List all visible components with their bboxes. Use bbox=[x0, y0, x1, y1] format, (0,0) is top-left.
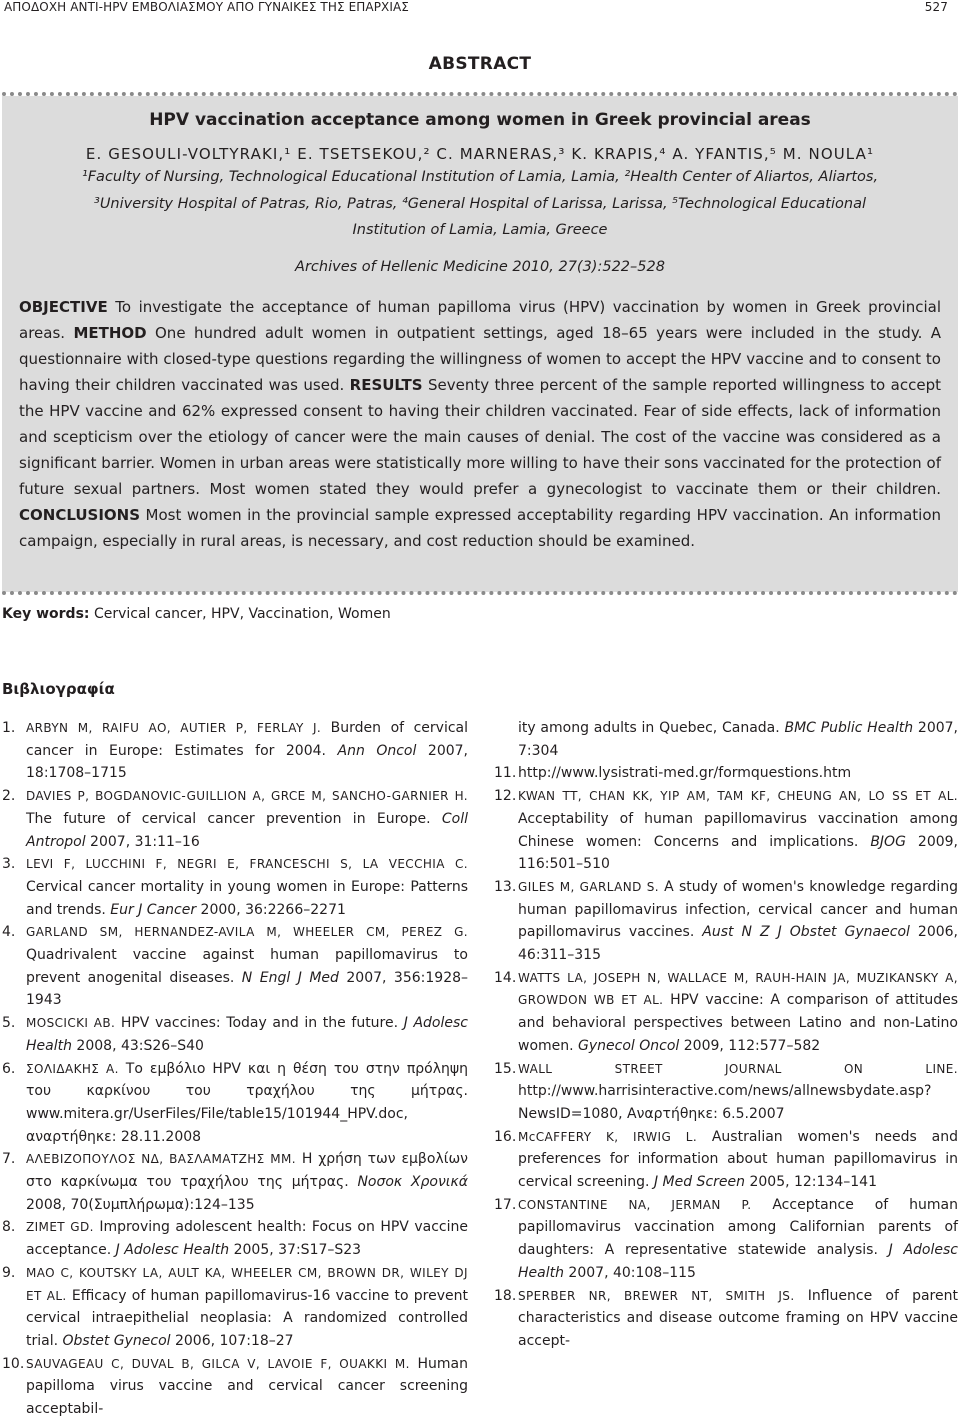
reference-details: 2006, 107:18–27 bbox=[170, 1332, 294, 1349]
reference-item bbox=[494, 1194, 958, 1285]
reference-item bbox=[2, 717, 468, 785]
results-text: Seventy three percent of the sample reported willingness to accept the HPV vaccine and 62% expressed consent to having their children vaccinated. Fear of side effects, lack of information and scepticism over the etiology of cancer were the main causes of denial. The cost of the vaccine was considered as a significant barrier. Women in urban areas were statistically more willing to have their sons vaccinated for the protection of future sexual partners. Most women stated they would prefer a gynecologist to vaccinate them or their children. bbox=[19, 376, 941, 498]
reference-journal: Aust N Z J Obstet Gynaecol bbox=[702, 924, 910, 941]
reference-title: A study of women's knowledge regarding human papillomavirus infection, cervical cancer and human papillomavirus vaccines. bbox=[518, 878, 958, 941]
bottom-dotted-rule bbox=[2, 591, 958, 595]
reference-title: Acceptance of human papillomavirus vaccination among Californian parents of daughters: A representative statewide analysis. bbox=[518, 1196, 958, 1259]
reference-authors: ARBYN M, RAIFU AO, AUTIER P, FERLAY J. bbox=[26, 721, 322, 735]
reference-number: 16. bbox=[494, 1128, 517, 1145]
reference-item bbox=[494, 967, 958, 1058]
reference-title: http://www.harrisinteractive.com/news/allnewsbydate.asp?NewsID=1080, Αναρτήθηκε: 6.5.2007 bbox=[518, 1083, 932, 1122]
reference-title: ity among adults in Quebec, Canada. bbox=[518, 720, 785, 736]
method-text: One hundred adult women in outpatient settings, aged 18–65 years were included in the study. A questionnaire with closed-type questions regarding the willingness of women to accept the HPV vaccine and to consent to having their children vaccinated was used. bbox=[19, 324, 941, 394]
reference-authors: DAVIES P, BOGDANOVIC-GUILLION A, GRCE M, SANCHO-GARNIER H. bbox=[26, 789, 468, 804]
reference-authors: ZIMET GD. bbox=[26, 1220, 94, 1235]
reference-title: Influence of parent characteristics and disease outcome framing on HPV vaccine accept- bbox=[518, 1287, 958, 1349]
reference-continuation bbox=[494, 717, 958, 762]
abstract-body bbox=[19, 294, 941, 554]
reference-title: HPV vaccine: A comparison of attitudes and behavioral perspectives between Latino and non-Latino women. bbox=[518, 992, 958, 1054]
reference-number: 14. bbox=[494, 969, 517, 986]
reference-authors: GARLAND SM, HERNANDEZ-AVILA M, WHEELER CM, PEREZ G. bbox=[26, 925, 468, 940]
reference-authors: SPERBER NR, BREWER NT, SMITH JS. bbox=[518, 1288, 795, 1303]
reference-details: 2009, 116:501–510 bbox=[518, 833, 958, 873]
reference-number: 9. bbox=[2, 1264, 16, 1281]
reference-title: Η χρήση των εμβολίων στο καρκίνωμα του τραχήλου της μήτρας. bbox=[26, 1151, 468, 1191]
reference-number: 8. bbox=[2, 1219, 16, 1236]
reference-journal: Νοσοκ Χρονικά bbox=[357, 1174, 468, 1191]
reference-authors: GILES M, GARLAND S. bbox=[518, 879, 659, 894]
reference-journal: Coll Antropol bbox=[26, 810, 468, 850]
reference-number: 2. bbox=[2, 788, 16, 805]
journal-citation: Archives of Hellenic Medicine 2010, 27(3):522–528 bbox=[295, 259, 665, 275]
objective-text: To investigate the acceptance of human papilloma virus (HPV) vaccination by women in Greek provincial areas. bbox=[19, 298, 941, 342]
references-right-column bbox=[494, 717, 958, 1353]
reference-number: 5. bbox=[2, 1015, 16, 1032]
reference-details: 2008, 70(Συμπλήρωμα):124–135 bbox=[26, 1196, 255, 1213]
abstract-title: HPV vaccination acceptance among women in Greek provincial areas bbox=[149, 110, 811, 130]
references-heading: Βιβλιογραφία bbox=[2, 680, 115, 698]
reference-journal: N Engl J Med bbox=[241, 969, 339, 986]
reference-title: Το εμβόλιο HPV και η θέση του στην πρόληψη του καρκίνου του τραχήλου της μήτρας. www.mitera.gr/UserFiles/File/table15/101944_HPV.doc, αναρτήθηκε: 28.11.2008 bbox=[26, 1060, 468, 1145]
conclusions-text: Most women in the provincial sample expressed acceptability regarding HPV vaccination. An information campaign, especially in rural areas, is necessary, and cost reduction should be examined. bbox=[19, 506, 941, 550]
reference-details: 2000, 36:2266–2271 bbox=[196, 901, 346, 918]
reference-journal: J Adolesc Health bbox=[518, 1242, 958, 1281]
reference-number: 11. bbox=[494, 765, 517, 782]
objective-label: OBJECTIVE bbox=[19, 298, 108, 316]
reference-journal: J Adolesc Health bbox=[115, 1242, 230, 1259]
reference-details: 2007, 7:304 bbox=[518, 720, 959, 759]
reference-details: 2007, 356:1928–1943 bbox=[26, 969, 469, 1009]
reference-number: 17. bbox=[494, 1196, 517, 1213]
reference-number: 18. bbox=[494, 1287, 517, 1304]
reference-item bbox=[2, 1148, 468, 1216]
reference-journal: Eur J Cancer bbox=[110, 901, 197, 918]
reference-journal: BJOG bbox=[870, 833, 906, 850]
reference-authors: CONSTANTINE NA, JERMAN P. bbox=[518, 1197, 752, 1212]
results-label: RESULTS bbox=[349, 376, 423, 394]
reference-item bbox=[2, 1353, 468, 1421]
reference-number: 7. bbox=[2, 1151, 16, 1168]
running-header-title: ΑΠΟΔΟΧΗ ΑΝΤΙ-HPV ΕΜΒΟΛΙΑΣΜΟΥ ΑΠΟ ΓΥΝΑΙΚΕΣ ΤΗΣ ΕΠΑΡΧΙΑΣ bbox=[4, 0, 409, 14]
reference-details: 2005, 37:S17–S23 bbox=[229, 1242, 362, 1259]
reference-title: Cervical cancer mortality in young women in Europe: Patterns and trends. bbox=[26, 878, 468, 918]
reference-item bbox=[2, 1058, 468, 1149]
reference-authors: McCAFFERY K, IRWIG L. bbox=[518, 1129, 698, 1144]
reference-title: Acceptability of human papillomavirus vaccination among Chinese women: Concerns and implications. bbox=[518, 810, 958, 850]
conclusions-label: CONCLUSIONS bbox=[19, 506, 141, 524]
reference-title: Efficacy of human papillomavirus-16 vaccine to prevent cervical intraepithelial neoplasia: A randomized controlled trial. bbox=[26, 1287, 468, 1349]
reference-title: Human papilloma virus vaccine and cervical cancer screening acceptabil- bbox=[26, 1355, 468, 1418]
reference-authors: LEVI F, LUCCHINI F, NEGRI E, FRANCESCHI S, LA VECCHIA C. bbox=[26, 857, 468, 872]
reference-journal: BMC Public Health bbox=[784, 720, 914, 736]
reference-number: 3. bbox=[2, 856, 16, 873]
reference-number: 15. bbox=[494, 1060, 517, 1077]
reference-title: Australian women's needs and preferences for information about human papillomavirus in cervical screening. bbox=[518, 1128, 958, 1191]
reference-details: 2007, 40:108–115 bbox=[563, 1264, 696, 1281]
reference-title: Improving adolescent health: Focus on HPV vaccine acceptance. bbox=[26, 1219, 468, 1259]
reference-details: 2006, 46:311–315 bbox=[518, 924, 958, 964]
reference-journal: Obstet Gynecol bbox=[62, 1332, 171, 1349]
reference-authors: ΣΟΛΙΔΑΚΗΣ Α. bbox=[26, 1061, 119, 1076]
reference-item bbox=[494, 1058, 958, 1126]
reference-item bbox=[2, 921, 468, 1012]
reference-authors: ΑΛΕΒΙΖΟΠΟΥΛΟΣ ΝΔ, ΒΑΣΛΑΜΑΤΖΗΣ ΜΜ. bbox=[26, 1152, 296, 1167]
reference-item bbox=[494, 1285, 958, 1353]
abstract-authors: E. GESOULI-VOLTYRAKI,¹ E. TSETSEKOU,² C. MARNERAS,³ K. KRAPIS,⁴ A. YFANTIS,⁵ M. NOULA¹ bbox=[85, 145, 875, 163]
reference-journal: Ann Oncol bbox=[337, 742, 417, 759]
keywords-text: Cervical cancer, HPV, Vaccination, Women bbox=[89, 606, 391, 622]
reference-item bbox=[2, 853, 468, 921]
reference-authors: MOSCICKI AB. bbox=[26, 1016, 116, 1031]
reference-title: HPV vaccines: Today and in the future. bbox=[115, 1015, 404, 1032]
reference-details: 2007, 18:1708–1715 bbox=[26, 742, 468, 782]
reference-item bbox=[494, 785, 958, 876]
reference-authors: WALL STREET JOURNAL ON LINE. bbox=[518, 1061, 958, 1076]
abstract-box bbox=[2, 96, 958, 592]
reference-authors: WATTS LA, JOSEPH N, WALLACE M, RAUH-HAIN JA, MUZIKANSKY A, GROWDON WB ET AL. bbox=[518, 970, 958, 1008]
reference-title: The future of cervical cancer prevention in Europe. bbox=[26, 810, 442, 827]
reference-item bbox=[2, 785, 468, 853]
reference-item bbox=[2, 1262, 468, 1353]
reference-journal: J Adolesc Health bbox=[26, 1015, 468, 1054]
reference-authors: MAO C, KOUTSKY LA, AULT KA, WHEELER CM, BROWN DR, WILEY DJ ET AL. bbox=[26, 1265, 468, 1303]
reference-title: http://www.lysistrati-med.gr/formquestions.htm bbox=[518, 765, 852, 782]
reference-title: Quadrivalent vaccine against human papillomavirus to prevent anogenital diseases. bbox=[26, 947, 468, 986]
reference-item bbox=[2, 1216, 468, 1261]
affiliation-line-1: ¹Faculty of Nursing, Technological Educational Institution of Lamia, Lamia, ²Health Center of Aliartos, Aliartos, bbox=[81, 169, 879, 185]
reference-authors: SAUVAGEAU C, DUVAL B, GILCA V, LAVOIE F, OUAKKI M. bbox=[26, 1356, 410, 1371]
reference-item bbox=[494, 762, 958, 785]
reference-number: 1. bbox=[2, 720, 16, 736]
keywords-label: Key words: bbox=[2, 606, 90, 622]
reference-journal: J Med Screen bbox=[653, 1174, 746, 1191]
method-label: METHOD bbox=[73, 324, 147, 342]
reference-number: 13. bbox=[494, 878, 517, 895]
reference-number: 6. bbox=[2, 1060, 16, 1077]
reference-number: 4. bbox=[2, 924, 16, 941]
reference-authors: KWAN TT, CHAN KK, YIP AM, TAM KF, CHEUNG AN, LO SS ET AL. bbox=[518, 789, 958, 804]
reference-number: 12. bbox=[494, 788, 517, 805]
reference-number: 10. bbox=[2, 1355, 25, 1372]
reference-item bbox=[2, 1012, 468, 1057]
references-left-column bbox=[2, 717, 468, 1421]
affiliation-line-3: Institution of Lamia, Lamia, Greece bbox=[352, 222, 608, 238]
reference-details: 2009, 112:577–582 bbox=[679, 1037, 821, 1054]
reference-details: 2005, 12:134–141 bbox=[745, 1174, 877, 1191]
reference-details: 2007, 31:11–16 bbox=[85, 833, 200, 850]
reference-journal: Gynecol Oncol bbox=[578, 1037, 680, 1054]
reference-title: Burden of cervical cancer in Europe: Estimates for 2004. bbox=[26, 720, 468, 759]
affiliation-line-2: ³University Hospital of Patras, Rio, Patras, ⁴General Hospital of Larissa, Larissa, ⁵Technological Educational bbox=[94, 196, 866, 212]
abstract-label: ABSTRACT bbox=[428, 54, 532, 74]
reference-item bbox=[494, 876, 958, 967]
running-header bbox=[4, 0, 956, 14]
page-number: 527 bbox=[924, 0, 948, 14]
reference-details: 2008, 43:S26–S40 bbox=[71, 1037, 204, 1054]
reference-item bbox=[494, 1126, 958, 1194]
keywords bbox=[2, 606, 391, 622]
